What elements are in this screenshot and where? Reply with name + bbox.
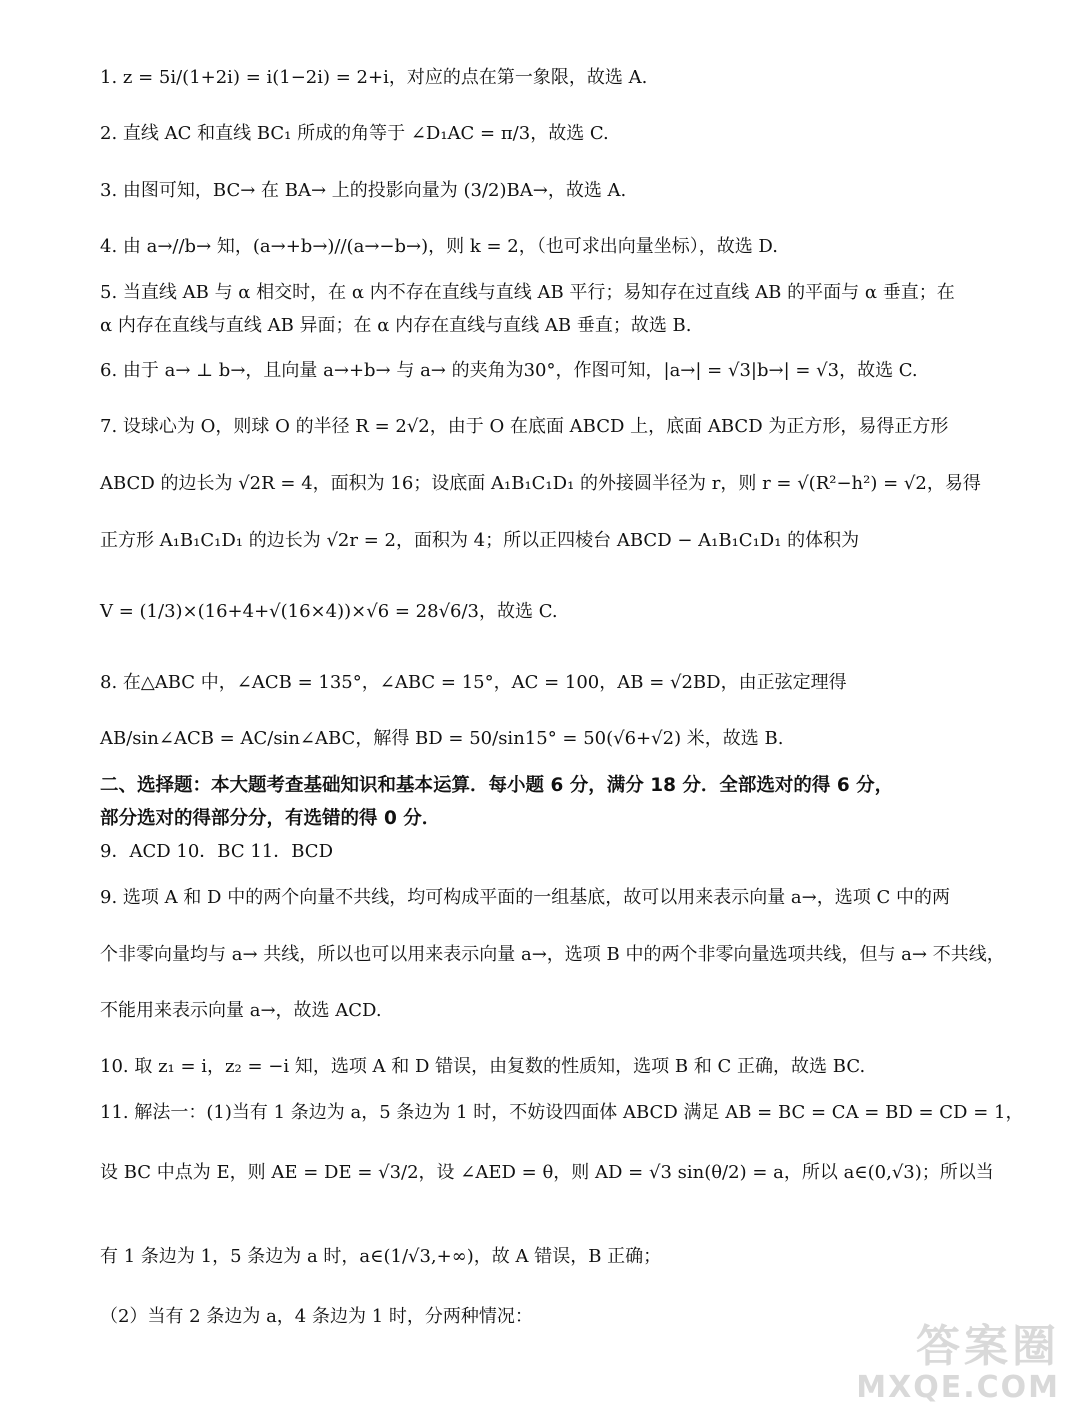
answer-line-6: 6. 由于 a→ ⊥ b→，且向量 a→+b→ 与 a→ 的夹角为30°，作图可知，|a→| = √3|b→| = √3，故选 C. [100,360,918,381]
answer-line-7b: ABCD 的边长为 √2R = 4，面积为 16；设底面 A₁B₁C₁D₁ 的外接圆半径为 r，则 r = √(R²−h²) = √2，易得 [100,473,981,494]
answer-line-3: 3. 由图可知，BC→ 在 BA→ 上的投影向量为 (3/2)BA→，故选 A. [100,180,627,201]
answer-line-4: 4. 由 a→//b→ 知，(a→+b→)//(a→−b→)，则 k = 2，（也可求出向量坐标），故选 D. [100,236,778,257]
answer-line-8b: AB/sin∠ACB = AC/sin∠ABC，解得 BD = 50/sin15° = 50(√6+√2) 米，故选 B. [100,728,784,749]
answer-line-2: 2. 直线 AC 和直线 BC₁ 所成的角等于 ∠D₁AC = π/3，故选 C. [100,123,609,144]
answer-line-9b: 个非零向量均与 a→ 共线，所以也可以用来表示向量 a→，选项 B 中的两个非零向量选项共线，但与 a→ 不共线， [100,944,1005,965]
answer-line-7d: V = (1/3)×(16+4+√(16×4))×√6 = 28√6/3，故选 C. [100,601,558,622]
watermark-logo: 答案圈 [916,1321,1060,1372]
answer-line-5a: 5. 当直线 AB 与 α 相交时，在 α 内不存在直线与直线 AB 平行；易知存在过直线 AB 的平面与 α 垂直；在 [100,282,955,303]
section-heading-line-2: 部分选对的得部分分，有选错的得 0 分． [100,808,441,829]
watermark [856,1323,1060,1405]
answer-line-1: 1. z = 5i/(1+2i) = i(1−2i) = 2+i，对应的点在第一象限，故选 A. [100,67,648,88]
answer-line-11b: 设 BC 中点为 E，则 AE = DE = √3/2，设 ∠AED = θ，则 AD = √3 sin(θ/2) = a，所以 a∈(0,√3)；所以当 [100,1162,994,1183]
answer-line-11c: 有 1 条边为 1，5 条边为 a 时，a∈(1/√3,+∞)，故 A 错误，B 正确； [100,1246,662,1267]
watermark-url: MXQE.COM [856,1370,1060,1405]
answer-key-9-11: 9．ACD 10．BC 11．BCD [100,841,334,862]
answer-line-10: 10. 取 z₁ = i，z₂ = −i 知，选项 A 和 D 错误，由复数的性质知，选项 B 和 C 正确，故选 BC. [100,1056,866,1077]
answer-line-9a: 9. 选项 A 和 D 中的两个向量不共线，均可构成平面的一组基底，故可以用来表示向量 a→，选项 C 中的两 [100,887,950,908]
answer-line-8a: 8. 在△ABC 中，∠ACB = 135°，∠ABC = 15°，AC = 100，AB = √2BD，由正弦定理得 [100,672,847,693]
section-heading-line-1: 二、选择题：本大题考查基础知识和基本运算．每小题 6 分，满分 18 分．全部选对的得 6 分， [100,775,894,796]
answer-line-11d: （2）当有 2 条边为 a，4 条边为 1 时，分两种情况： [100,1306,533,1327]
answer-line-5b: α 内存在直线与直线 AB 异面；在 α 内存在直线与直线 AB 垂直；故选 B. [100,315,692,336]
answer-line-9c: 不能用来表示向量 a→，故选 ACD. [100,1000,382,1021]
answer-line-7c: 正方形 A₁B₁C₁D₁ 的边长为 √2r = 2，面积为 4；所以正四棱台 ABCD − A₁B₁C₁D₁ 的体积为 [100,530,860,551]
answer-line-7a: 7. 设球心为 O，则球 O 的半径 R = 2√2，由于 O 在底面 ABCD 上，底面 ABCD 为正方形，易得正方形 [100,416,949,437]
answer-line-11a: 11. 解法一：(1)当有 1 条边为 a，5 条边为 1 时，不妨设四面体 ABCD 满足 AB = BC = CA = BD = CD = 1， [100,1102,1024,1123]
